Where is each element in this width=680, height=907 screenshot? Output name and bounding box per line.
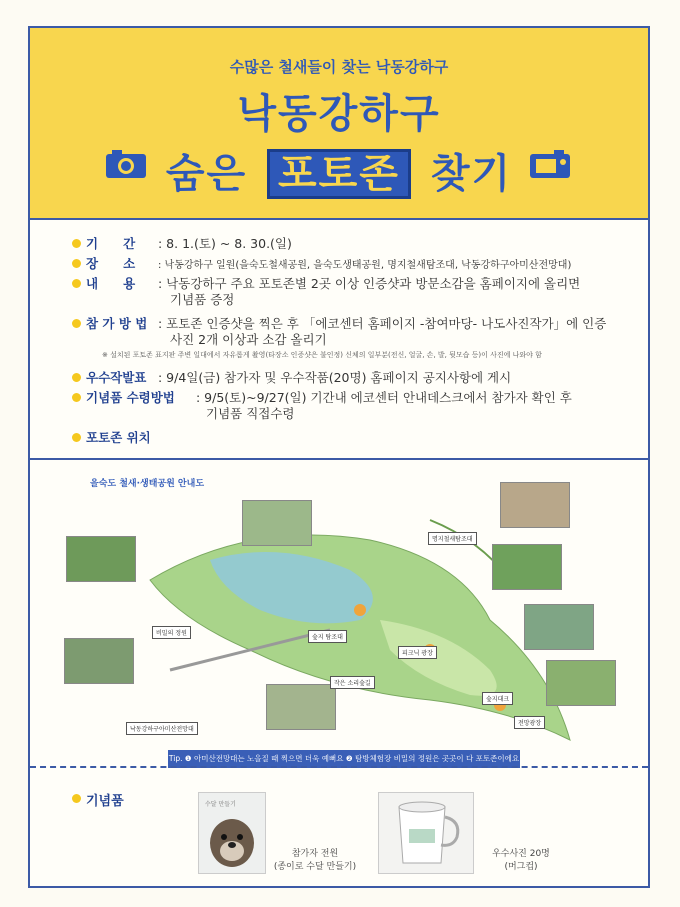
bullet-dot	[72, 319, 81, 328]
bullet-dot	[72, 794, 81, 803]
info-photozone: 포토존 위치	[86, 430, 151, 446]
otter-image: 수달 만들기	[198, 792, 266, 874]
title-post: 찾기	[430, 151, 513, 197]
header	[30, 28, 648, 220]
gift-item1-caption: 참가자 전원 (종이로 수달 만들기)	[273, 849, 357, 872]
map-label-amisan: 낙동강하구아미산전망대	[126, 722, 198, 735]
gift-item2-caption: 우수사진 20명 (머그컵)	[492, 849, 550, 872]
map-title: 을숙도 철새·생태공원 안내도	[90, 479, 205, 489]
gift-label: 기념품	[86, 790, 124, 809]
mug-image	[378, 792, 474, 874]
mug-icon	[379, 793, 473, 873]
photo-thumbnail	[242, 500, 312, 546]
otter-icon	[199, 793, 265, 873]
map-label-hidden-garden: 비밀의 정원	[152, 626, 191, 639]
subtitle: 수많은 철새들이 찾는 낙동강하구	[229, 58, 449, 76]
title-box: 포토존	[267, 149, 411, 199]
photo-thumbnail	[546, 660, 616, 706]
map-label-bird-observatory: 명지철새탐조대	[428, 532, 477, 545]
bullet-dot	[72, 373, 81, 382]
photo-thumbnail	[500, 482, 570, 528]
map-label-sup-tam: 숲지대크	[482, 692, 513, 705]
gift-section	[30, 766, 648, 888]
map-section	[30, 458, 648, 766]
bullet-dot	[72, 393, 81, 402]
info-section	[30, 224, 648, 456]
bullet-dot	[72, 279, 81, 288]
photo-thumbnail	[524, 604, 594, 650]
bullet-dot	[72, 259, 81, 268]
poster-frame	[28, 26, 650, 888]
method-note: ※ 설치된 포토존 표지판 주변 일대에서 자유롭게 촬영(타장소 인증샷은 불인정) 신체의 일부분(전신, 얼굴, 손, 발, 뒷모습 등)이 사진에 나와야 함	[102, 351, 542, 359]
photo-thumbnail	[492, 544, 562, 590]
park-map	[130, 500, 590, 750]
map-label-small-pond: 작은 소리숲길	[330, 676, 375, 689]
title-pre: 숨은	[165, 151, 248, 197]
camera-icon	[528, 148, 572, 180]
info-winner: 우수작발표 : 9/4일(금) 참가자 및 우수작품(20명) 홈페이지 공지사항에 게시	[86, 370, 511, 386]
map-label-observatory: 전망광장	[514, 716, 545, 729]
info-gift-receive: 기념품 수령방법 : 9/5(토)~9/27(일) 기간내 에코센터 안내데스크에서 참가자 확인 후 기념품 직접수령	[86, 390, 572, 422]
title-line-1: 낙동강하구	[237, 91, 441, 137]
map-tip: Tip. ❶ 아미산전망대는 노을질 때 찍으면 더욱 예뻐요 ❷ 탐방체험장 비밀의 정원은 곳곳이 다 포토존이에요	[168, 750, 520, 768]
photo-thumbnail	[64, 638, 134, 684]
info-place: 장 소 : 낙동강하구 일원(을숙도철새공원, 을숙도생태공원, 명지철새탐조대, 낙동강하구아미산전망대)	[86, 256, 571, 274]
bullet-dot	[72, 239, 81, 248]
photo-thumbnail	[66, 536, 136, 582]
info-content: 내 용 : 낙동강하구 주요 포토존별 2곳 이상 인증샷과 방문소감을 홈페이지에 올리면 기념품 증정	[86, 276, 580, 308]
map-label-sup-eocho: 숲지 탐조대	[308, 630, 347, 643]
map-label-feeder: 피크닉 광장	[398, 646, 437, 659]
bullet-dot	[72, 433, 81, 442]
photo-thumbnail	[266, 684, 336, 730]
camera-icon	[104, 148, 148, 180]
info-method: 참 가 방 법 : 포토존 인증샷을 찍은 후 「에코센터 홈페이지 -참여마당- 나도사진작가」에 인증 사진 2개 이상과 소감 올리기	[86, 316, 606, 348]
info-period: 기 간 : 8. 1.(토) ~ 8. 30.(일)	[86, 236, 292, 252]
